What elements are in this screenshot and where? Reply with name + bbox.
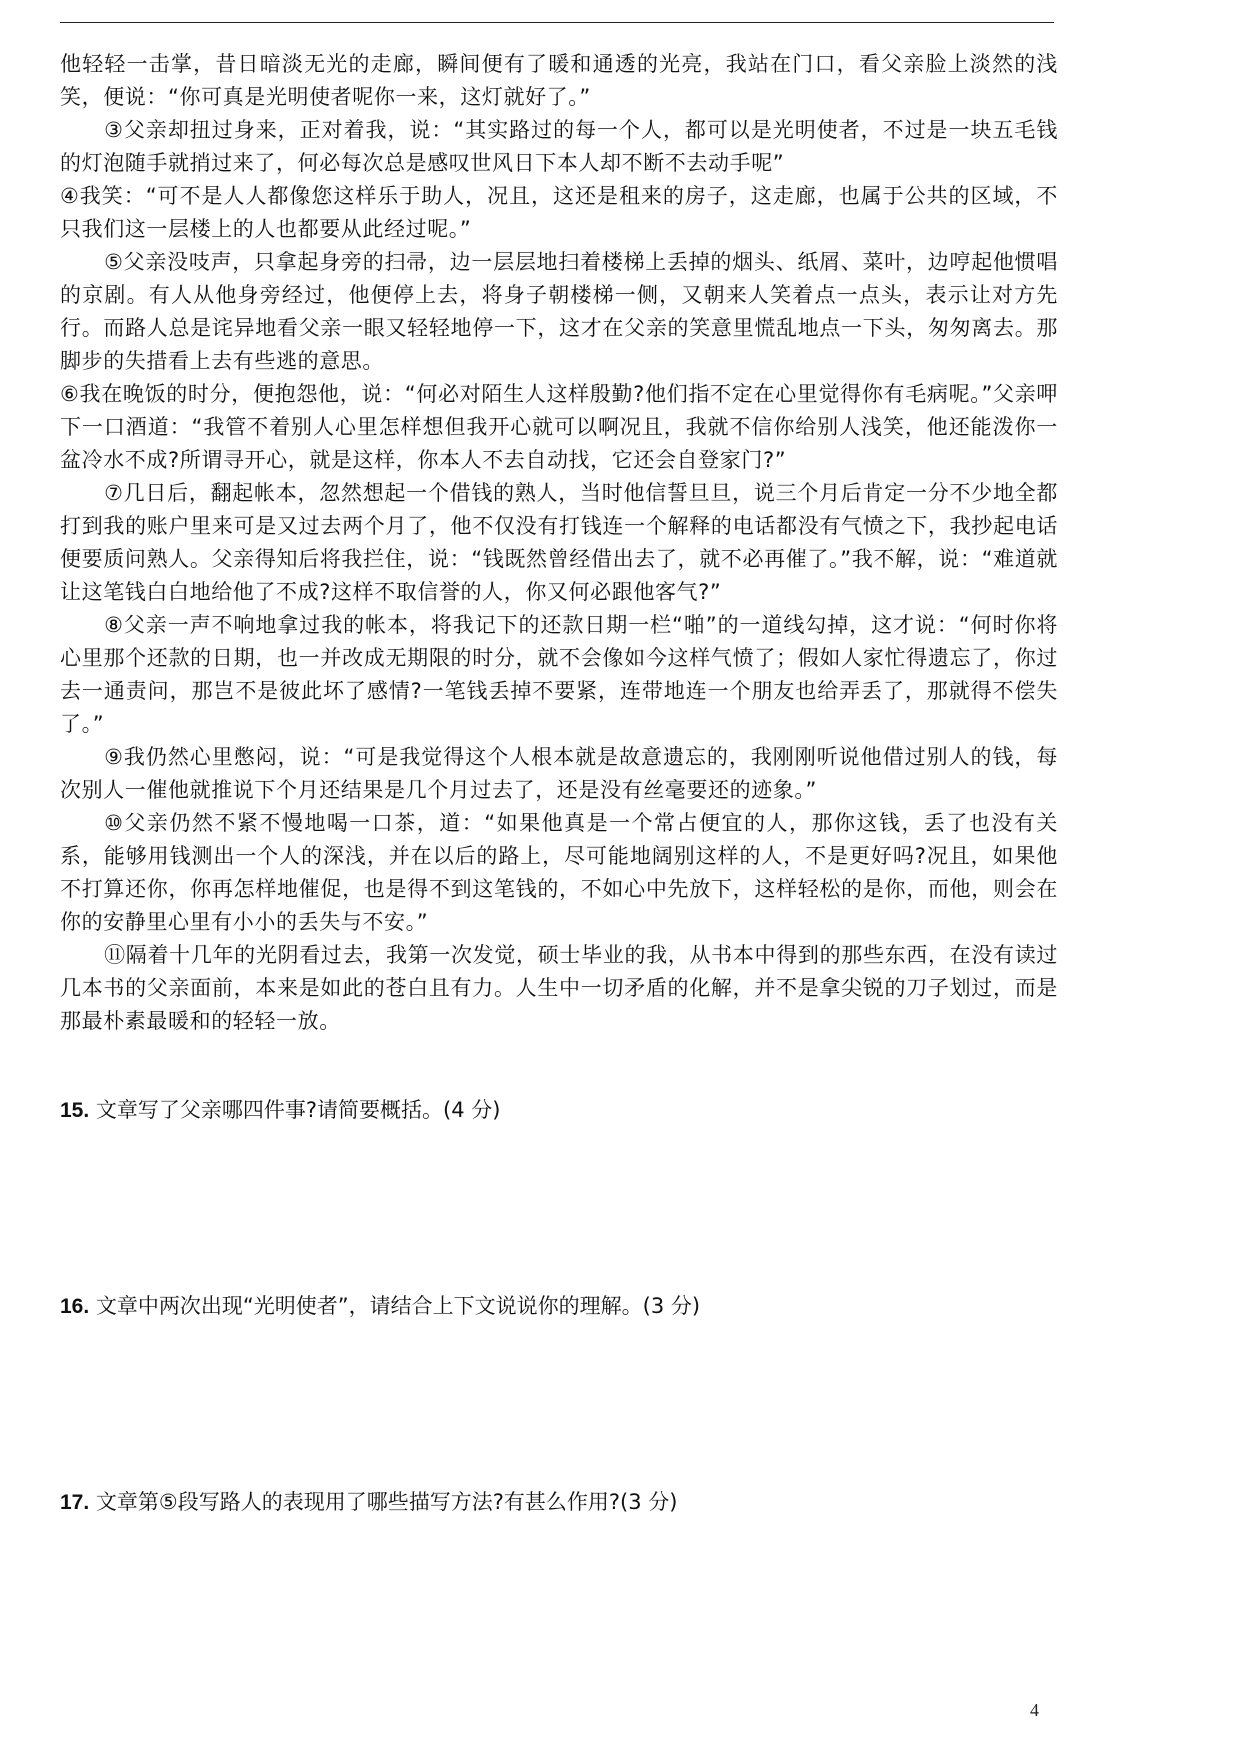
question-number: 16. <box>60 1295 90 1318</box>
paragraph-11: ⑪隔着十几年的光阴看过去，我第一次发觉，硕士毕业的我，从书本中得到的那些东西，在没有读过几本书的父亲面前，本来是如此的苍白且有力。人生中一切矛盾的化解，并不是拿尖锐的刀子划过，而是那最朴素最暖和的轻轻一放。 <box>60 943 1058 1033</box>
question-number: 17. <box>60 1491 90 1514</box>
paragraph-3: ③父亲却扭过身来，正对着我，说：“其实路过的每一个人，都可以是光明使者，不过是一块五毛钱的灯泡随手就捎过来了，何必每次总是感叹世风日下本人却不断不去动手呢” <box>60 118 1058 175</box>
paragraph-9: ⑨我仍然心里憋闷，说：“可是我觉得这个人根本就是故意遗忘的，我刚刚听说他借过别人的钱，每次别人一催他就推说下个月还结果是几个月过去了，还是没有丝毫要还的迹象。” <box>60 745 1058 802</box>
paragraph-4: ④我笑：“可不是人人都像您这样乐于助人，况且，这还是租来的房子，这走廊，也属于公共的区域，不只我们这一层楼上的人也都要从此经过呢。” <box>60 184 1058 241</box>
page-number: 4 <box>1030 1700 1039 1720</box>
question-text: 文章第⑤段写路人的表现用了哪些描写方法?有甚么作用?(3 分) <box>95 1490 678 1514</box>
paragraph-5: ⑤父亲没吱声，只拿起身旁的扫帚，边一层层地扫着楼梯上丢掉的烟头、纸屑、菜叶，边哼起他惯唱的京剧。有人从他身旁经过，他便停上去，将身子朝楼梯一侧，又朝来人笑着点一点头，表示让对方先行。而路人总是诧异地看父亲一眼又轻轻地停一下，这才在父亲的笑意里慌乱地点一下头，匆匆离去。那脚步的失措看上去有些逃的意思。 <box>60 250 1058 373</box>
paragraph-6: ⑥我在晚饭的时分，便抱怨他，说：“何必对陌生人这样殷勤?他们指不定在心里觉得你有毛病呢。”父亲呷下一口酒道：“我管不着别人心里怎样想但我开心就可以啊况且，我就不信你给别人浅笑，他还能泼你一盆冷水不成?所谓寻开心，就是这样，你本人不去自动找，它还会自登家门?” <box>60 382 1058 472</box>
header-rule <box>60 22 1054 23</box>
question-number: 15. <box>60 1099 90 1122</box>
paragraph-7: ⑦几日后，翻起帐本，忽然想起一个借钱的熟人，当时他信誓旦旦，说三个月后肯定一分不少地全都打到我的账户里来可是又过去两个月了，他不仅没有打钱连一个解释的电话都没有气愤之下，我抄起电话便要质问熟人。父亲得知后将我拦住，说：“钱既然曾经借出去了，就不必再催了。”我不解，说：“难道就让这笔钱白白地给他了不成?这样不取信誉的人，你又何必跟他客气?” <box>60 481 1058 604</box>
question-17 <box>60 1486 1058 1519</box>
question-text: 文章中两次出现“光明使者”，请结合上下文说说你的理解。(3 分) <box>95 1294 701 1318</box>
question-15 <box>60 1094 1058 1127</box>
question-text: 文章写了父亲哪四件事?请简要概括。(4 分) <box>95 1098 501 1122</box>
paragraph-10: ⑩父亲仍然不紧不慢地喝一口茶，道：“如果他真是一个常占便宜的人，那你这钱，丢了也没有关系，能够用钱测出一个人的深浅，并在以后的路上，尽可能地阔别这样的人，不是更好吗?况且，如果他不打算还你，你再怎样地催促，也是得不到这笔钱的，不如心中先放下，这样轻松的是你，而他，则会在你的安静里心里有小小的丢失与不安。” <box>60 811 1058 934</box>
reading-passage <box>60 48 1058 1038</box>
paragraph-continuation: 他轻轻一击掌，昔日暗淡无光的走廊，瞬间便有了暖和通透的光亮，我站在门口，看父亲脸上淡然的浅笑，便说：“你可真是光明使者呢你一来，这灯就好了。” <box>60 52 1058 109</box>
question-16 <box>60 1290 1058 1323</box>
paragraph-8: ⑧父亲一声不响地拿过我的帐本，将我记下的还款日期一栏“啪”的一道线勾掉，这才说：“何时你将心里那个还款的日期，也一并改成无期限的时分，就不会像如今这样气愤了；假如人家忙得遗忘了，你过去一通责问，那岂不是彼此坏了感情?一笔钱丢掉不要紧，连带地连一个朋友也给弄丢了，那就得不偿失了。” <box>60 613 1058 736</box>
